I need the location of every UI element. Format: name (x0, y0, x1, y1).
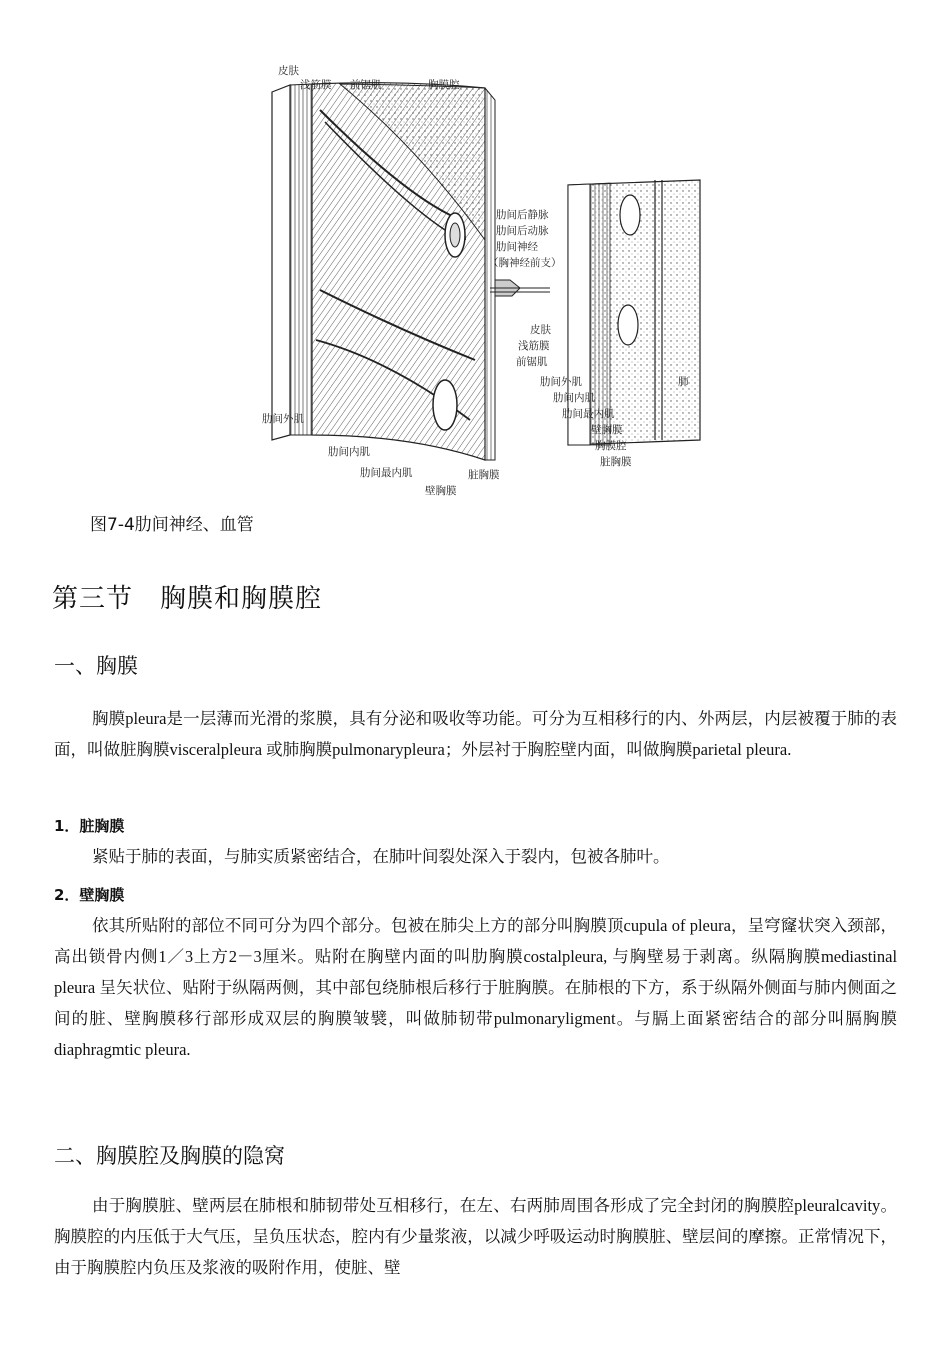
label-intercostal-nerve: 肋间神经 (496, 241, 538, 253)
subheading-visceral-pleura: 1．脏胸膜 (54, 817, 125, 835)
label-post-intercostal-vein: 肋间后静脉 (496, 209, 549, 221)
label-external-intercostal: 肋间外肌 (262, 413, 304, 425)
label-right-superficial-fascia: 浅筋膜 (518, 340, 550, 352)
label-right-parietal-pleura: 壁胸膜 (591, 424, 623, 436)
label-right-lung: 肺 (678, 376, 689, 388)
subheading-parietal-pleura: 2．壁胸膜 (54, 886, 125, 904)
section-title: 第三节 胸膜和胸膜腔 (52, 584, 323, 614)
heading-pleural-cavity: 二、胸膜腔及胸膜的隐窝 (54, 1144, 285, 1168)
label-right-pleural-cavity: 胸膜腔 (595, 440, 627, 452)
label-innermost-intercostal: 肋间最内肌 (360, 467, 413, 479)
chest-wall-block (272, 83, 520, 460)
label-skin: 皮肤 (278, 65, 299, 77)
paragraph-parietal-pleura: 依其所贴附的部位不同可分为四个部分。包被在肺尖上方的部分叫胸膜顶cupula of pleura，呈穹窿状突入颈部，高出锁骨内侧1／3上方2－3厘米。贴附在胸壁内面的叫肋胸膜costalpleura, 与胸壁易于剥离。纵隔胸膜mediastinal pleura 呈矢状位、贴附于纵隔两侧，其中部包绕肺根后移行于脏胸膜。在肺根的下方，系于纵隔外侧面与肺内侧面之间的脏、壁胸膜移行部形成双层的胸膜皱襞，叫做肺韧带pulmonaryligment。与膈上面紧密结合的部分叫膈胸膜diaphragmtic pleura. (54, 916, 898, 1059)
paragraph-pleural-cavity: 由于胸膜脏、壁两层在肺根和肺韧带处互相移行，在左、右两肺周围各形成了完全封闭的胸膜腔pleuralcavity。胸膜腔的内压低于大气压，呈负压状态，腔内有少量浆液，以减少呼吸运动时胸膜脏、壁层间的摩擦。正常情况下，由于胸膜腔内负压及浆液的吸附作用，使脏、壁 (54, 1196, 898, 1277)
label-right-innermost-intercostal: 肋间最内肌 (562, 408, 615, 420)
label-right-serratus-anterior: 前锯肌 (516, 356, 548, 368)
label-thoracic-nerve-anterior-branch: （胸神经前支） (488, 257, 562, 269)
paragraph-visceral-pleura: 紧贴于肺的表面，与肺实质紧密结合，在肺叶间裂处深入于裂内，包被各肺叶。 (92, 847, 670, 866)
label-parietal-pleura: 壁胸膜 (425, 485, 457, 497)
heading-pleura: 一、胸膜 (54, 654, 138, 678)
label-pleural-cavity: 胸膜腔 (428, 79, 460, 91)
label-superficial-fascia: 浅筋膜 (300, 79, 332, 91)
detail-block (568, 180, 700, 445)
label-post-intercostal-artery: 肋间后动脉 (496, 225, 549, 237)
label-right-external-intercostal: 肋间外肌 (540, 376, 582, 388)
label-serratus-anterior: 前锯肌 (350, 79, 382, 91)
label-right-skin: 皮肤 (530, 324, 551, 336)
label-right-visceral-pleura: 脏胸膜 (600, 456, 632, 468)
intercostal-anatomy-figure (250, 40, 720, 502)
anatomy-illustration (250, 40, 720, 502)
label-internal-intercostal: 肋间内肌 (328, 446, 370, 458)
label-right-internal-intercostal: 肋间内肌 (553, 392, 595, 404)
label-visceral-pleura: 脏胸膜 (468, 469, 500, 481)
figure-caption: 图7-4肋间神经、血管 (90, 515, 254, 535)
paragraph-pleura-intro: 胸膜pleura是一层薄而光滑的浆膜，具有分泌和吸收等功能。可分为互相移行的内、外两层，内层被覆于肺的表面，叫做脏胸膜visceralpleura 或肺胸膜pulmonarypleura；外层衬于胸腔壁内面，叫做胸膜parietal pleura. (54, 709, 898, 759)
